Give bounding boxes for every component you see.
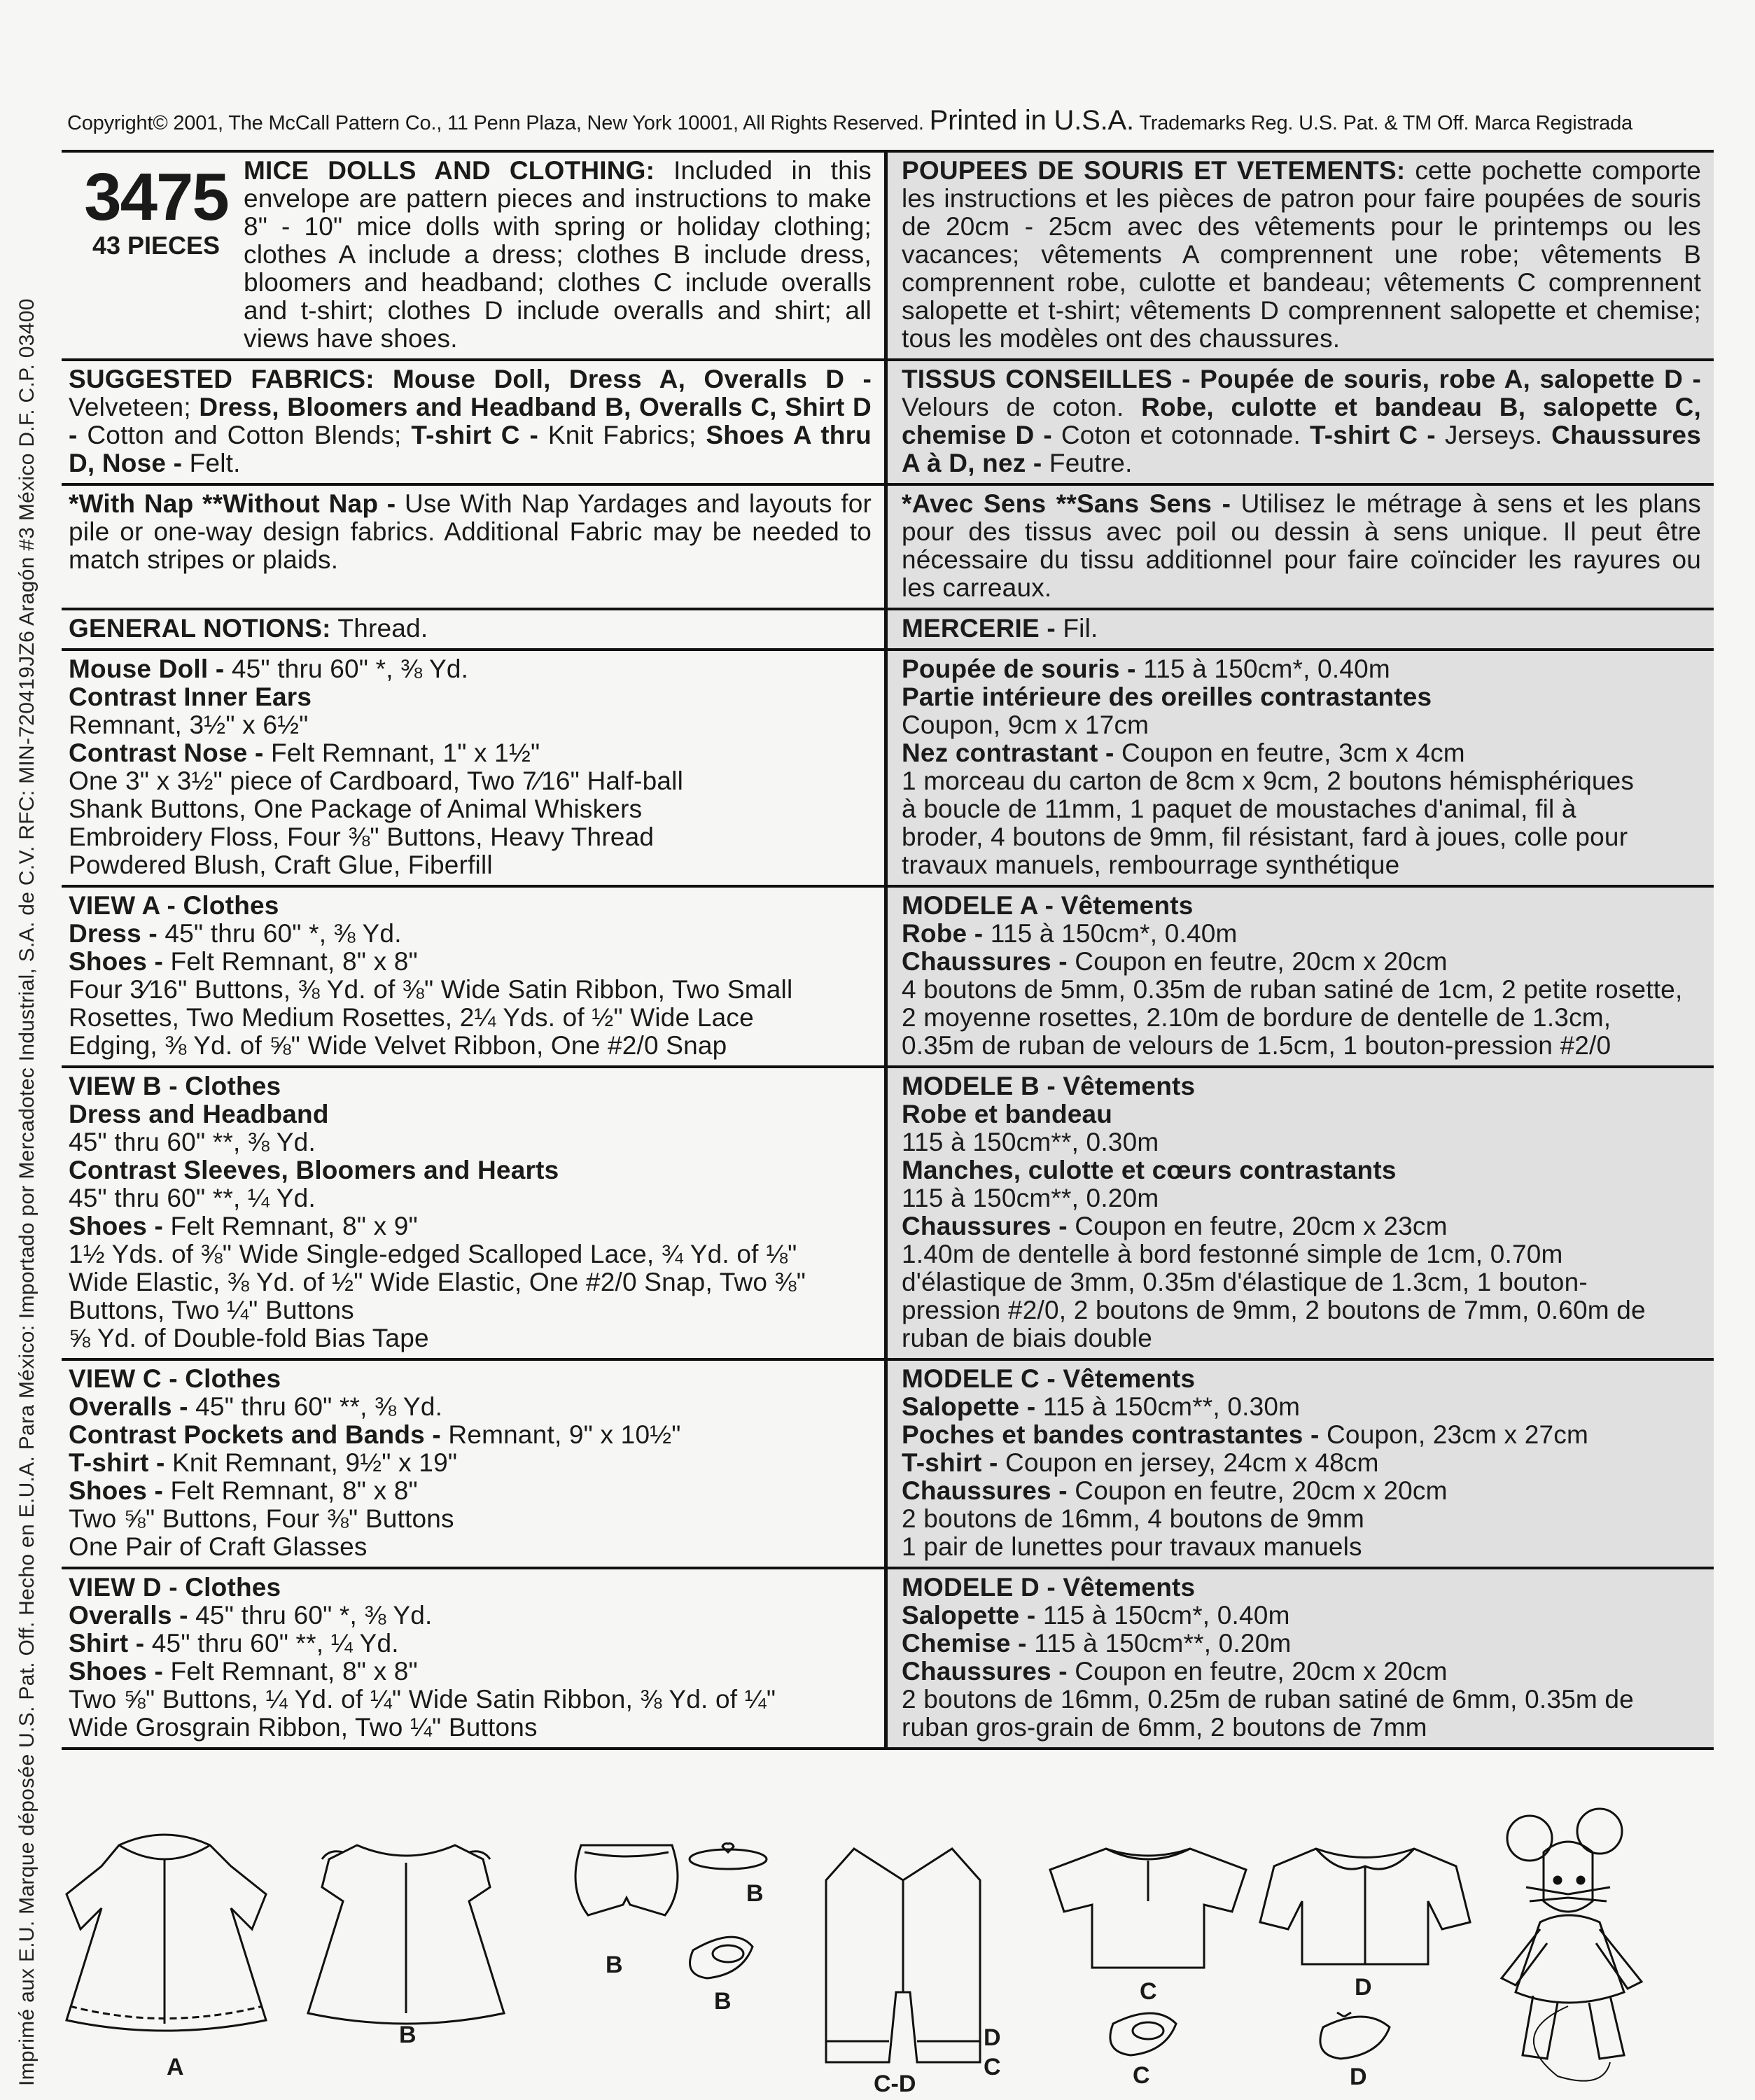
requirements-section — [62, 1569, 1714, 1750]
text-run: 115 à 150cm**, 0.30m — [1035, 1392, 1301, 1421]
text-run: VIEW A - Clothes — [69, 891, 279, 920]
requirements-fr — [888, 888, 1714, 1065]
text-run: Contrast Pockets and Bands - — [69, 1420, 441, 1449]
text-run: Robe, culotte et bandeau B, salopette C, chemise D - — [902, 393, 1701, 449]
text-run: Salopette - — [902, 1392, 1036, 1421]
text-run: Buttons, Two ¼" Buttons — [69, 1296, 354, 1324]
text-run: Chaussures A à D, nez - — [902, 421, 1701, 477]
text-run: 2 boutons de 16mm, 4 boutons de 9mm — [902, 1504, 1365, 1533]
illustrations-strip — [0, 1782, 1755, 2100]
dress-a-drawing — [67, 1835, 266, 2031]
text-run: Shoes - — [69, 1212, 164, 1240]
text-run: 45" thru 60" *, ⅜ Yd. — [157, 919, 402, 948]
requirement-line — [69, 1072, 872, 1100]
pattern-number: 3475 — [84, 160, 228, 234]
copyright-text: Copyright© 2001, The McCall Pattern Co., 11 Penn Plaza, New York 10001, All Rights Reserved. — [67, 112, 924, 134]
text-run: 45" thru 60" **, ⅜ Yd. — [69, 1128, 316, 1156]
text-run: Partie intérieure des oreilles contrastantes — [902, 682, 1432, 711]
text-run: Shoes - — [69, 947, 164, 976]
requirement-line — [902, 1072, 1701, 1100]
fabrics-en — [62, 361, 888, 483]
text-run: SUGGESTED FABRICS: Mouse Doll, Dress A, Overalls D - — [69, 365, 872, 393]
requirements-en — [62, 1361, 888, 1567]
headband-b-drawing — [690, 1844, 767, 1869]
requirement-line — [902, 1658, 1701, 1686]
dress-b-drawing — [308, 1845, 504, 2024]
text-run: 115 à 150cm**, 0.20m — [1026, 1629, 1292, 1658]
requirements-en — [62, 651, 888, 885]
text-run: 115 à 150cm*, 0.40m — [1035, 1601, 1290, 1630]
requirements-en — [62, 888, 888, 1065]
text-run: Robe et bandeau — [902, 1100, 1113, 1128]
notions-en — [62, 610, 888, 648]
text-run: VIEW B - Clothes — [69, 1072, 281, 1100]
text-run: ruban gros-grain de 6mm, 2 boutons de 7mm — [902, 1713, 1427, 1742]
title-fr: POUPEES DE SOURIS ET VETEMENTS: — [902, 156, 1406, 185]
nap-en — [62, 486, 888, 608]
notions-row — [62, 610, 1714, 651]
text-run: Nez contrastant - — [902, 738, 1114, 767]
text-run: Felt Remnant, 8" x 8" — [163, 1476, 418, 1505]
requirement-line — [902, 1212, 1701, 1240]
requirement-line — [902, 948, 1701, 976]
text-run: 1 pair de lunettes pour travaux manuels — [902, 1532, 1362, 1561]
requirement-line — [902, 795, 1701, 823]
requirements-section — [62, 1361, 1714, 1569]
requirement-line — [69, 1128, 872, 1156]
shoe-d-drawing — [1320, 2012, 1390, 2059]
requirements-en — [62, 1569, 888, 1747]
requirement-line — [69, 1184, 872, 1212]
requirement-line — [902, 1574, 1701, 1602]
text-run: Shoes A thru D, Nose - — [69, 421, 872, 477]
text-run: Coupon en feutre, 20cm x 20cm — [1067, 1657, 1448, 1686]
text-run: T-shirt C - — [411, 421, 539, 449]
text-run: Felt Remnant, 8" x 9" — [163, 1212, 418, 1240]
text-run: 45" thru 60" **, ¼ Yd. — [69, 1184, 316, 1212]
requirements-section — [62, 651, 1714, 888]
requirement-line — [902, 1714, 1701, 1742]
text-run: Poches et bandes contrastantes - — [902, 1420, 1320, 1449]
requirement-line — [69, 1393, 872, 1421]
text-run: Edging, ⅜ Yd. of ⅝" Wide Velvet Ribbon, One #2/0 Snap — [69, 1031, 727, 1060]
nap-row — [62, 486, 1714, 610]
description-en — [244, 157, 872, 353]
text-run: 115 à 150cm**, 0.20m — [902, 1184, 1159, 1212]
requirement-line — [69, 683, 872, 711]
text-run: Coupon en feutre, 20cm x 20cm — [1067, 947, 1448, 976]
requirement-line — [69, 920, 872, 948]
requirement-line — [69, 739, 872, 767]
text-run: MERCERIE - — [902, 614, 1056, 643]
text-run: Shoes - — [69, 1476, 164, 1505]
text-run: 45" thru 60" **, ⅜ Yd. — [188, 1392, 443, 1421]
text-run: 2 moyenne rosettes, 2.10m de bordure de dentelle de 1.3cm, — [902, 1003, 1611, 1032]
text-run: Salopette - — [902, 1601, 1036, 1630]
text-run: 45" thru 60" *, ⅜ Yd. — [224, 654, 469, 683]
requirement-line — [902, 976, 1701, 1004]
text-run: Rosettes, Two Medium Rosettes, 2¼ Yds. of ½" Wide Lace — [69, 1003, 754, 1032]
text-run: Shirt - — [69, 1629, 145, 1658]
text-run: Robe - — [902, 919, 984, 948]
copyright-line — [67, 105, 1712, 136]
requirement-line — [69, 1365, 872, 1393]
requirement-line — [69, 892, 872, 920]
text-run: Velveteen; — [69, 393, 200, 421]
requirement-line — [902, 767, 1701, 795]
text-run: 0.35m de ruban de velours de 1.5cm, 1 bouton-pression #2/0 — [902, 1031, 1611, 1060]
text-run: One 3" x 3½" piece of Cardboard, Two 7⁄16" Half-ball — [69, 766, 684, 795]
text-run: GENERAL NOTIONS: — [69, 614, 331, 643]
text-run: MODELE C - Vêtements — [902, 1364, 1196, 1393]
requirement-line — [69, 767, 872, 795]
label-d-overalls: D — [984, 2024, 1001, 2051]
requirement-line — [902, 1477, 1701, 1505]
requirement-line — [902, 851, 1701, 879]
requirement-line — [69, 1533, 872, 1561]
text-run: d'élastique de 3mm, 0.35m d'élastique de 1.3cm, 1 bouton- — [902, 1268, 1588, 1296]
text-run: Overalls - — [69, 1601, 188, 1630]
requirements-fr — [888, 651, 1714, 885]
text-run: Use With Nap Yardages and layouts for pile or one-way design fabrics. Additional Fabric may be needed to match stripes or plaids. — [69, 489, 872, 574]
text-run: Coupon, 23cm x 27cm — [1319, 1420, 1588, 1449]
requirement-line — [69, 1156, 872, 1184]
text-run: *Avec Sens **Sans Sens - — [902, 489, 1231, 518]
requirement-line — [902, 1421, 1701, 1449]
text-run: Shank Buttons, One Package of Animal Whiskers — [69, 794, 643, 823]
requirement-line — [902, 1032, 1701, 1060]
requirement-line — [902, 1296, 1701, 1324]
bloomers-b-drawing — [575, 1845, 678, 1915]
text-run: Two ⅝" Buttons, ¼ Yd. of ¼" Wide Satin Ribbon, ⅜ Yd. of ¼" — [69, 1685, 776, 1714]
text-run: Chemise - — [902, 1629, 1027, 1658]
requirement-line — [902, 683, 1701, 711]
text-run: MODELE B - Vêtements — [902, 1072, 1196, 1100]
text-run: MODELE D - Vêtements — [902, 1573, 1196, 1602]
text-run: Dress - — [69, 919, 158, 948]
requirement-line — [902, 1365, 1701, 1393]
requirement-line — [69, 1268, 872, 1296]
text-run: Embroidery Floss, Four ⅜" Buttons, Heavy Thread — [69, 822, 655, 851]
requirement-line — [69, 1421, 872, 1449]
requirement-line — [902, 1533, 1701, 1561]
text-run: 1½ Yds. of ⅜" Wide Single-edged Scalloped Lace, ¾ Yd. of ⅛" — [69, 1240, 797, 1268]
text-run: Felt Remnant, 1" x 1½" — [263, 738, 540, 767]
requirement-line — [902, 920, 1701, 948]
requirements-section — [62, 1068, 1714, 1361]
requirement-line — [902, 1156, 1701, 1184]
requirements-fr — [888, 1068, 1714, 1358]
requirement-line — [902, 1100, 1701, 1128]
text-run: Felt Remnant, 8" x 8" — [163, 1657, 418, 1686]
requirement-line — [902, 1602, 1701, 1630]
text-run: *With Nap **Without Nap - — [69, 489, 396, 518]
text-run: Knit Fabrics; — [538, 421, 706, 449]
text-run: Shoes - — [69, 1657, 164, 1686]
requirements-section — [62, 888, 1714, 1068]
requirement-line — [69, 1240, 872, 1268]
requirement-line — [69, 655, 872, 683]
text-run: 4 boutons de 5mm, 0.35m de ruban satiné de 1cm, 2 petite rosette, — [902, 975, 1683, 1004]
text-run: Two ⅝" Buttons, Four ⅜" Buttons — [69, 1504, 454, 1533]
requirement-line — [69, 1574, 872, 1602]
text-run: Chaussures - — [902, 947, 1068, 976]
text-run: Thread. — [330, 614, 428, 643]
label-b-headband: B — [746, 1880, 764, 1907]
tshirt-c-drawing — [1050, 1849, 1246, 1968]
text-run: Knit Remnant, 9½" x 19" — [165, 1448, 458, 1477]
label-b-dress: B — [399, 2022, 417, 2048]
fabrics-fr — [888, 361, 1714, 483]
text-run: Velours de coton. — [902, 393, 1142, 421]
text-run: ruban de biais double — [902, 1324, 1153, 1352]
label-c-shoe: C — [1133, 2062, 1150, 2089]
text-run: Contrast Inner Ears — [69, 682, 312, 711]
text-run: 115 à 150cm*, 0.40m — [1135, 654, 1390, 683]
trademark-text: Trademarks Reg. U.S. Pat. & TM Off. Marca Registrada — [1139, 112, 1632, 134]
text-run: Wide Elastic, ⅜ Yd. of ½" Wide Elastic, One #2/0 Snap, Two ⅜" — [69, 1268, 806, 1296]
text-run: T-shirt - — [902, 1448, 998, 1477]
line-drawings — [0, 1782, 1755, 2100]
text-run: Dress, Bloomers and Headband B, Overalls C, Shirt D - — [69, 393, 872, 449]
header-fr — [888, 153, 1714, 358]
notions-fr — [888, 610, 1714, 648]
text-run: VIEW D - Clothes — [69, 1573, 281, 1602]
requirement-line — [902, 1184, 1701, 1212]
requirement-line — [69, 851, 872, 879]
text-run: One Pair of Craft Glasses — [69, 1532, 368, 1561]
header-row — [62, 153, 1714, 361]
text-run: Wide Grosgrain Ribbon, Two ¼" Buttons — [69, 1713, 538, 1742]
intro-fr: cette pochette comporte les instructions et les pièces de patron pour faire poupées de souris de 20cm - 25cm avec des vêtements pour le printemps ou les vacances; vêtements A comprennent une robe; vêtements B comprennent robe, culotte et bandeau; vêtements C comprennent salopette et t-shirt; vêtements D comprennent salopette et chemise; tous les modèles ont des chaussures. — [902, 156, 1701, 353]
mouse-doll-drawing — [1502, 1809, 1642, 2081]
text-run: Overalls - — [69, 1392, 188, 1421]
requirement-line — [69, 976, 872, 1004]
text-run: Cotton and Cotton Blends; — [77, 421, 412, 449]
label-cd: C-D — [874, 2071, 916, 2097]
shoe-c-drawing — [1110, 2013, 1176, 2055]
requirement-line — [69, 1505, 872, 1533]
text-run: MODELE A - Vêtements — [902, 891, 1194, 920]
text-run: Coton et cotonnade. — [1051, 421, 1310, 449]
nap-fr — [888, 486, 1714, 608]
text-run: Contrast Nose - — [69, 738, 264, 767]
requirement-line — [902, 892, 1701, 920]
requirement-line — [69, 1658, 872, 1686]
text-run: Chaussures - — [902, 1212, 1068, 1240]
text-run: Contrast Sleeves, Bloomers and Hearts — [69, 1156, 559, 1184]
text-run: Remnant, 9" x 10½" — [440, 1420, 681, 1449]
requirement-line — [69, 1296, 872, 1324]
label-c-overalls: C — [984, 2054, 1001, 2080]
requirement-line — [902, 1128, 1701, 1156]
label-a: A — [167, 2054, 184, 2080]
text-run: Felt. — [182, 449, 241, 477]
text-run: Powdered Blush, Craft Glue, Fiberfill — [69, 850, 493, 879]
shirt-d-drawing — [1260, 1849, 1470, 1964]
title-en: MICE DOLLS AND CLOTHING: — [244, 156, 655, 185]
text-run: Fil. — [1055, 614, 1098, 643]
text-run: 115 à 150cm*, 0.40m — [983, 919, 1238, 948]
text-run: Chaussures - — [902, 1476, 1068, 1505]
requirement-line — [69, 1477, 872, 1505]
requirement-line — [902, 1004, 1701, 1032]
text-run: Chaussures - — [902, 1657, 1068, 1686]
requirement-line — [69, 1602, 872, 1630]
pattern-info-table — [62, 150, 1714, 1750]
requirement-line — [69, 1212, 872, 1240]
text-run: Four 3⁄16" Buttons, ⅜ Yd. of ⅜" Wide Satin Ribbon, Two Small — [69, 975, 793, 1004]
label-c-tshirt: C — [1140, 1978, 1157, 2005]
requirements-fr — [888, 1361, 1714, 1567]
requirement-line — [69, 1449, 872, 1477]
text-run: ⅝ Yd. of Double-fold Bias Tape — [69, 1324, 429, 1352]
requirement-line — [902, 739, 1701, 767]
text-run: 1 morceau du carton de 8cm x 9cm, 2 boutons hémisphériques — [902, 766, 1635, 795]
text-run: 45" thru 60" **, ¼ Yd. — [144, 1629, 399, 1658]
text-run: Jerseys. — [1435, 421, 1552, 449]
intro-en: Included in this envelope are pattern pieces and instructions to make 8" - 10" mice dolls with spring or holiday clothing; clothes A include a dress; clothes B include dress, bloomers and headband; clothes C include overalls and t-shirt; clothes D include overalls and shirt; all views have shoes. — [244, 156, 872, 353]
requirement-line — [902, 1324, 1701, 1352]
text-run: Manches, culotte et cœurs contrastants — [902, 1156, 1397, 1184]
requirement-line — [902, 1686, 1701, 1714]
text-run: Remnant, 3½" x 6½" — [69, 710, 309, 739]
text-run: Coupon, 9cm x 17cm — [902, 710, 1149, 739]
text-run: 45" thru 60" *, ⅜ Yd. — [188, 1601, 433, 1630]
requirements-en — [62, 1068, 888, 1358]
text-run: à boucle de 11mm, 1 paquet de moustaches d'animal, fil à — [902, 794, 1576, 823]
requirement-line — [902, 711, 1701, 739]
requirement-line — [69, 1714, 872, 1742]
requirement-line — [902, 1393, 1701, 1421]
requirement-line — [69, 1324, 872, 1352]
requirement-line — [69, 823, 872, 851]
fabrics-row — [62, 361, 1714, 486]
text-run: 1.40m de dentelle à bord festonné simple de 1cm, 0.70m — [902, 1240, 1563, 1268]
requirement-line — [69, 711, 872, 739]
label-d-shirt: D — [1355, 1974, 1372, 2001]
side-legal-text: Imprimé aux E.U. Marque déposée U.S. Pat. Off. Hecho en E.U.A. Para México: Importado por Mercadotec Industrial, S.A. de C.V. RFC: MIN-720419JZ6 Aragón #3 México D.F. C.P. 03400 — [15, 298, 39, 2086]
header-en — [62, 153, 888, 358]
requirement-line — [69, 1004, 872, 1032]
requirement-line — [902, 655, 1701, 683]
requirement-line — [902, 1630, 1701, 1658]
requirement-line — [69, 948, 872, 976]
text-run: Dress and Headband — [69, 1100, 329, 1128]
text-run: Utilisez le métrage à sens et les plans pour des tissus avec poil ou dessin à sens unique. Il peut être nécessaire du tissu additionnel pour faire coïncider les rayures ou les carreaux. — [902, 489, 1701, 602]
text-run: 2 boutons de 16mm, 0.25m de ruban satiné de 6mm, 0.35m de — [902, 1685, 1634, 1714]
requirement-line — [69, 1032, 872, 1060]
requirement-line — [69, 1686, 872, 1714]
text-run: T-shirt - — [69, 1448, 165, 1477]
description-fr — [902, 157, 1701, 353]
requirement-line — [69, 1630, 872, 1658]
text-run: T-shirt C - — [1309, 421, 1436, 449]
label-b-shoe: B — [714, 1988, 732, 2015]
label-b-bloomers: B — [606, 1952, 623, 1978]
text-run: Coupon en feutre, 20cm x 23cm — [1067, 1212, 1448, 1240]
piece-count: 43 PIECES — [92, 231, 221, 260]
shoe-b-drawing — [690, 1937, 753, 1978]
requirement-line — [69, 795, 872, 823]
requirement-line — [902, 823, 1701, 851]
overalls-cd-drawing — [826, 1849, 980, 2062]
text-run: Felt Remnant, 8" x 8" — [163, 947, 418, 976]
printed-in: Printed in U.S.A. — [929, 105, 1134, 136]
text-run: Coupon en feutre, 20cm x 20cm — [1067, 1476, 1448, 1505]
text-run: 115 à 150cm**, 0.30m — [902, 1128, 1159, 1156]
text-run: Coupon en jersey, 24cm x 48cm — [998, 1448, 1379, 1477]
requirement-line — [902, 1268, 1701, 1296]
text-run: Feutre. — [1042, 449, 1133, 477]
text-run: Mouse Doll - — [69, 654, 225, 683]
requirements-fr — [888, 1569, 1714, 1747]
label-d-shoe: D — [1350, 2064, 1367, 2090]
text-run: TISSUS CONSEILLES - Poupée de souris, robe A, salopette D - — [902, 365, 1701, 393]
text-run: pression #2/0, 2 boutons de 9mm, 2 boutons de 7mm, 0.60m de — [902, 1296, 1646, 1324]
text-run: Poupée de souris - — [902, 654, 1136, 683]
pattern-number-block — [69, 157, 244, 353]
requirement-line — [902, 1240, 1701, 1268]
text-run: travaux manuels, rembourrage synthétique — [902, 850, 1400, 879]
text-run: broder, 4 boutons de 9mm, fil résistant, fard à joues, colle pour — [902, 822, 1628, 851]
requirement-line — [69, 1100, 872, 1128]
text-run: Coupon en feutre, 3cm x 4cm — [1114, 738, 1465, 767]
requirement-line — [902, 1449, 1701, 1477]
text-run: VIEW C - Clothes — [69, 1364, 281, 1393]
requirement-line — [902, 1505, 1701, 1533]
